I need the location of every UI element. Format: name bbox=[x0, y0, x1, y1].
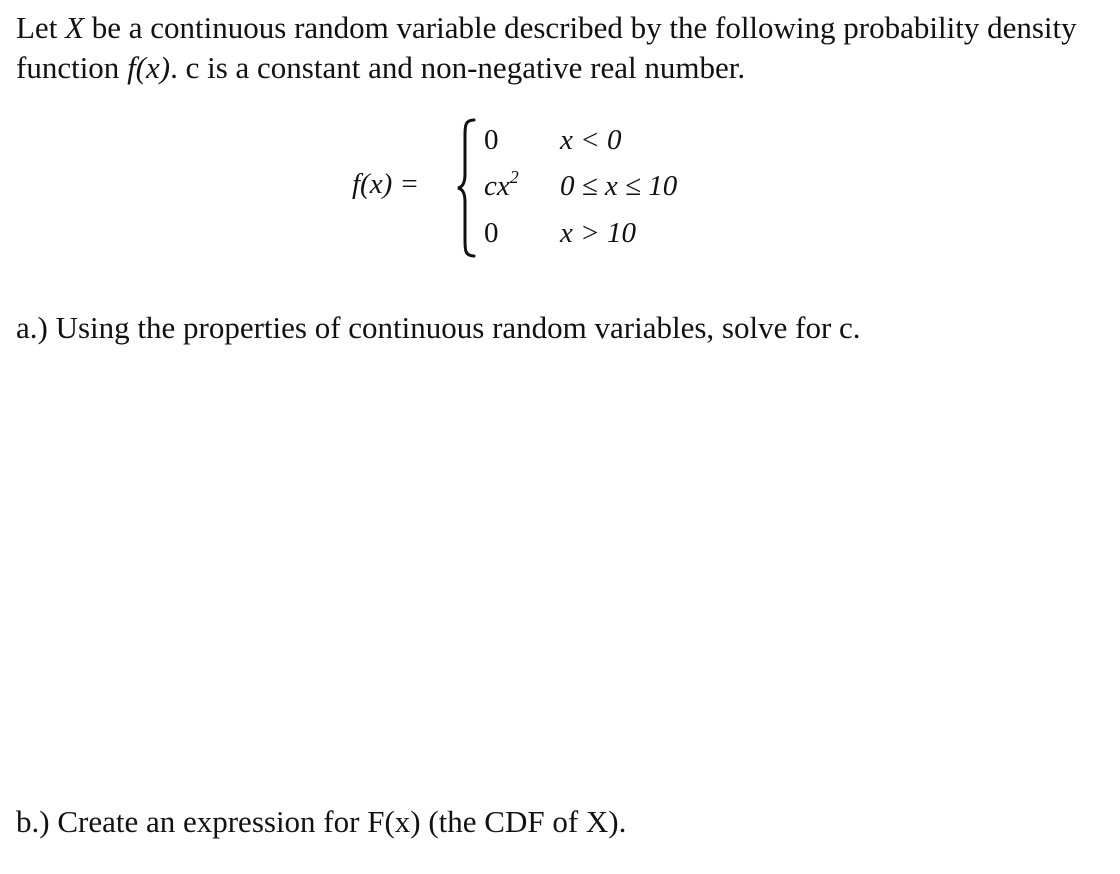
piecewise-density-definition bbox=[352, 118, 772, 258]
case-2-base: cx bbox=[484, 170, 510, 202]
question-a: a.) Using the properties of continuous random variables, solve for c. bbox=[16, 310, 861, 345]
case-2-exponent: 2 bbox=[509, 167, 519, 187]
case-2-value bbox=[484, 167, 519, 203]
answer-space-a bbox=[16, 350, 1106, 790]
density-lhs: f(x) = bbox=[352, 168, 420, 200]
density-function-symbol: f(x) bbox=[127, 50, 171, 85]
case-3-value: 0 bbox=[484, 217, 499, 249]
case-3-condition: x > 10 bbox=[560, 217, 636, 249]
intro-text-1: Let bbox=[16, 10, 66, 45]
left-brace-icon bbox=[456, 118, 476, 258]
case-1-value: 0 bbox=[484, 124, 499, 156]
case-2-condition: 0 ≤ x ≤ 10 bbox=[560, 170, 678, 202]
case-1-condition: x < 0 bbox=[560, 124, 622, 156]
intro-text-2: be a continuous random variable described by the following probability density function bbox=[16, 10, 1077, 85]
intro-text-3: . c is a constant and non-negative real number. bbox=[170, 50, 746, 85]
question-b: b.) Create an expression for F(x) (the CDF of X). bbox=[16, 804, 627, 839]
problem-statement bbox=[16, 8, 1106, 88]
random-variable-symbol: X bbox=[65, 10, 84, 45]
